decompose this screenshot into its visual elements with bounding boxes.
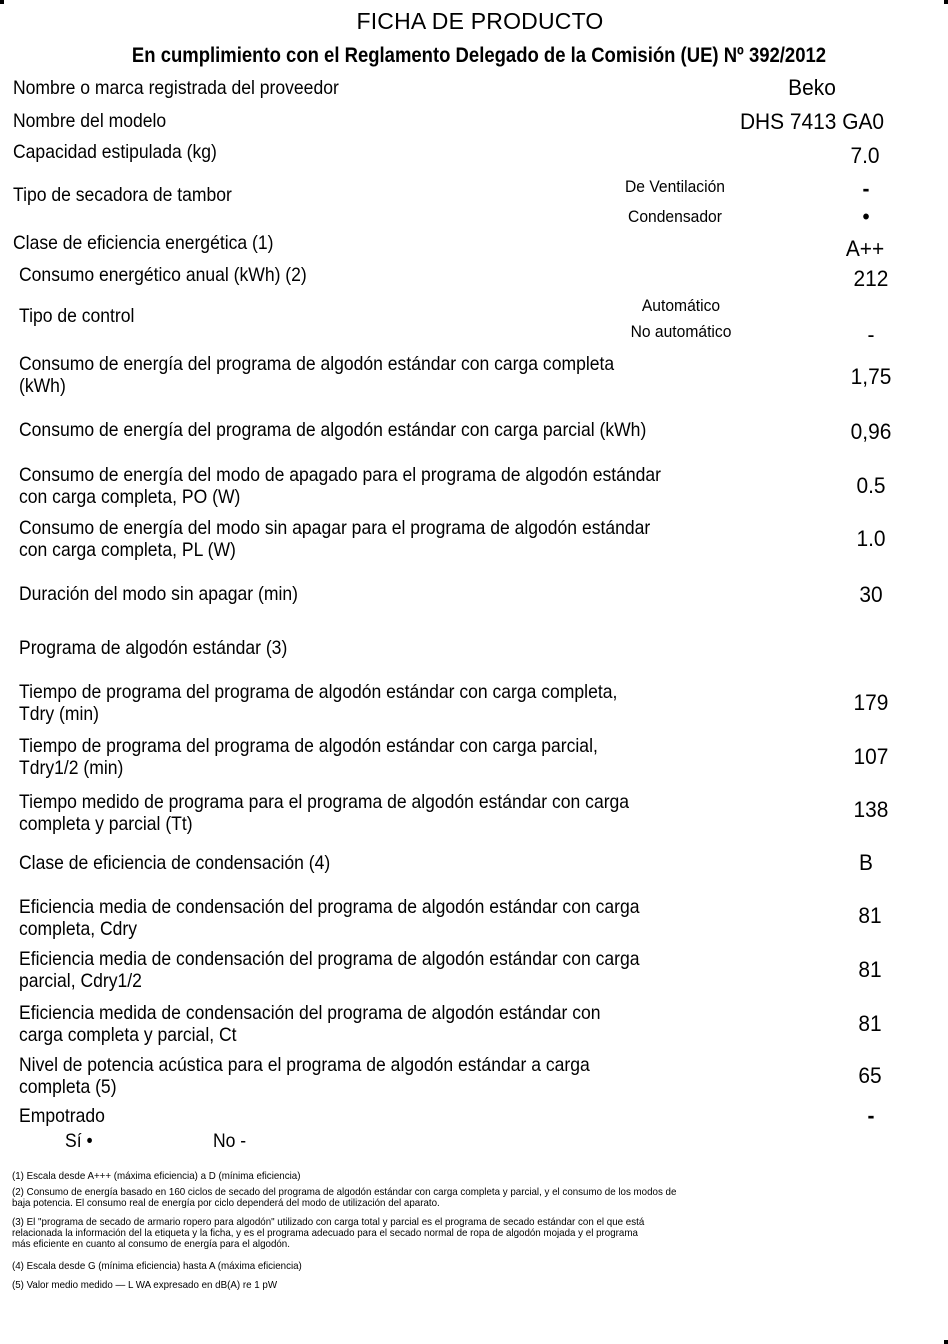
energy-full-label-line1: Consumo de energía del programa de algodón estándar con carga completa <box>19 353 615 375</box>
footnote-5: (5) Valor medio medido — L WA expresado en dB(A) re 1 pW <box>12 1279 278 1291</box>
control-type-option-automatic: Automático <box>641 296 721 315</box>
supplier-label: Nombre o marca registrada del proveedor <box>13 77 339 99</box>
left-on-mode-label-line2: con carga completa, PL (W) <box>19 539 236 561</box>
cond-partial-value: 81 <box>858 957 882 982</box>
capacity-value: 7.0 <box>850 143 880 168</box>
page-subtitle: En cumplimiento con el Reglamento Delegado de la Comisión (UE) Nº 392/2012 <box>131 43 827 67</box>
page-title: FICHA DE PRODUCTO <box>356 8 604 34</box>
corner-mark <box>0 0 4 4</box>
dryer-type-label: Tipo de secadora de tambor <box>13 184 232 206</box>
control-type-option-manual: No automático <box>630 322 732 341</box>
time-weighted-label-line2: completa y parcial (Tt) <box>19 813 193 835</box>
energy-partial-value: 0,96 <box>850 419 892 444</box>
capacity-label: Capacidad estipulada (kg) <box>13 141 217 163</box>
left-on-mode-value: 1.0 <box>856 526 886 551</box>
energy-class-label: Clase de eficiencia energética (1) <box>13 232 274 254</box>
built-in-no: No - <box>213 1130 247 1152</box>
dryer-type-vented-value: - <box>862 176 870 201</box>
energy-full-label-line2: (kWh) <box>19 375 66 397</box>
dryer-type-condenser-value: • <box>862 204 870 229</box>
cond-partial-label-line2: parcial, Cdry1/2 <box>19 970 142 992</box>
control-type-manual-value: - <box>867 322 875 347</box>
model-label: Nombre del modelo <box>13 110 167 132</box>
time-partial-value: 107 <box>853 744 889 769</box>
footnote-3-cont2: más eficiente en cuanto al consumo de energía para el algodón. <box>12 1238 290 1250</box>
time-partial-label-line1: Tiempo de programa del programa de algodón estándar con carga parcial, <box>19 735 598 757</box>
time-full-label-line2: Tdry (min) <box>19 703 99 725</box>
off-mode-label-line2: con carga completa, PO (W) <box>19 486 241 508</box>
dryer-type-option-vented: De Ventilación <box>625 177 725 196</box>
footnote-1: (1) Escala desde A+++ (máxima eficiencia) a D (mínima eficiencia) <box>12 1170 301 1182</box>
time-weighted-value: 138 <box>853 797 889 822</box>
standard-program-label: Programa de algodón estándar (3) <box>19 637 288 659</box>
footnote-3-cont: relacionada la información del la etiqueta y la ficha, y es el programa adecuado para el secado normal de ropa de algodón mojada y el programa <box>12 1227 638 1239</box>
footnote-3: (3) El "programa de secado de armario ropero para algodón" utilizado con carga total y parcial es el programa de secado estándar con el que está <box>12 1216 645 1228</box>
corner-mark <box>944 0 948 4</box>
footnote-2: (2) Consumo de energía basado en 160 ciclos de secado del programa de algodón estándar con carga completa y parcial, y el consumo de los modos de <box>12 1186 677 1198</box>
left-on-mode-label-line1: Consumo de energía del modo sin apagar para el programa de algodón estándar <box>19 517 651 539</box>
time-full-label-line1: Tiempo de programa del programa de algodón estándar con carga completa, <box>19 681 618 703</box>
time-full-value: 179 <box>853 690 889 715</box>
time-partial-label-line2: Tdry1/2 (min) <box>19 757 124 779</box>
condensation-class-label: Clase de eficiencia de condensación (4) <box>19 852 331 874</box>
control-type-label: Tipo de control <box>19 305 135 327</box>
supplier-value: Beko <box>788 75 836 100</box>
time-weighted-label-line1: Tiempo medido de programa para el programa de algodón estándar con carga <box>19 791 630 813</box>
off-mode-label-line1: Consumo de energía del modo de apagado para el programa de algodón estándar <box>19 464 662 486</box>
dryer-type-option-condenser: Condensador <box>628 207 722 226</box>
condensation-class-value: B <box>859 850 873 875</box>
corner-mark <box>944 1340 948 1344</box>
annual-consumption-value: 212 <box>853 266 889 291</box>
noise-label-line2: completa (5) <box>19 1076 117 1098</box>
energy-class-value: A++ <box>845 236 885 261</box>
off-mode-value: 0.5 <box>856 473 886 498</box>
cond-weighted-label-line1: Eficiencia medida de condensación del programa de algodón estándar con <box>19 1002 601 1024</box>
built-in-value: - <box>867 1103 875 1128</box>
energy-full-value: 1,75 <box>850 364 892 389</box>
cond-weighted-label-line2: carga completa y parcial, Ct <box>19 1024 237 1046</box>
model-value: DHS 7413 GA0 <box>739 109 885 134</box>
built-in-label: Empotrado <box>19 1105 105 1127</box>
noise-label-line1: Nivel de potencia acústica para el programa de algodón estándar a carga <box>19 1054 590 1076</box>
cond-partial-label-line1: Eficiencia media de condensación del programa de algodón estándar con carga <box>19 948 640 970</box>
cond-full-label-line2: completa, Cdry <box>19 918 138 940</box>
footnote-2-cont: baja potencia. El consumo real de energía por ciclo dependerá del modo de utilización del aparato. <box>12 1197 440 1209</box>
left-on-duration-value: 30 <box>859 582 883 607</box>
left-on-duration-label: Duración del modo sin apagar (min) <box>19 583 298 605</box>
cond-full-label-line1: Eficiencia media de condensación del programa de algodón estándar con carga <box>19 896 640 918</box>
cond-full-value: 81 <box>858 903 882 928</box>
footnote-4: (4) Escala desde G (mínima eficiencia) hasta A (máxima eficiencia) <box>12 1260 302 1272</box>
cond-weighted-value: 81 <box>858 1011 882 1036</box>
built-in-yes: Sí • <box>65 1130 93 1152</box>
annual-consumption-label: Consumo energético anual (kWh) (2) <box>19 264 307 286</box>
energy-partial-label: Consumo de energía del programa de algodón estándar con carga parcial (kWh) <box>19 419 647 441</box>
noise-value: 65 <box>858 1063 882 1088</box>
